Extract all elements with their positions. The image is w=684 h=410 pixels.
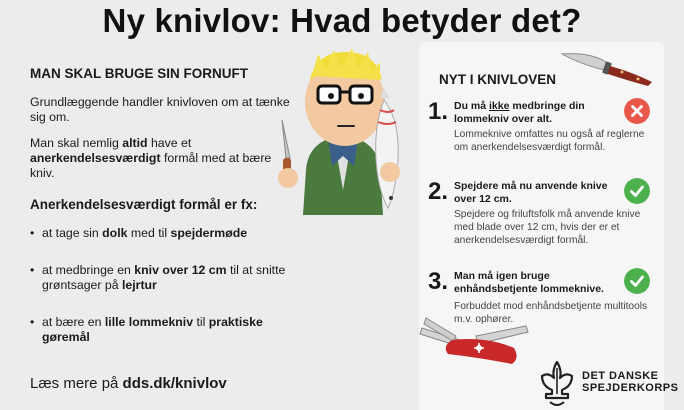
- item-title: Du må ikke medbringe din lommekniv over alt.: [454, 100, 585, 125]
- left-column: [30, 66, 300, 367]
- check-icon: [624, 268, 650, 294]
- item-body: Spejdere og friluftsfolk må anvende knive med blade over 12 cm, hvis der er et anerkendelsesværdigt formål.: [454, 209, 641, 246]
- example-item: • at medbringe en kniv over 12 cm til at snitte grøntsager på lejrtur: [30, 263, 302, 293]
- read-more-link[interactable]: dds.dk/knivlov: [122, 375, 227, 392]
- item-title: Man må igen bruge enhåndsbetjente lommeknive.: [454, 270, 604, 295]
- news-heading: NYT I KNIVLOVEN: [439, 72, 557, 87]
- intro-paragraph: Grundlæggende handler knivloven om at tænke sig om.: [30, 95, 290, 124]
- page-title: Ny knivlov: Hvad betyder det?: [102, 2, 582, 39]
- scout-logo-icon: [538, 360, 576, 410]
- item-number: 2.: [428, 178, 449, 205]
- item-body: Forbuddet mod enhåndsbetjente multitools m.v. ophører.: [454, 301, 648, 325]
- item-number: 1.: [428, 98, 449, 125]
- item-title: Spejdere må nu anvende knive over 12 cm.: [454, 180, 608, 205]
- purpose-paragraph: Man skal nemlig altid have et anerkendelsesværdigt formål med at bære kniv.: [30, 136, 272, 180]
- read-more: Læs mere på dds.dk/knivlov: [30, 375, 227, 392]
- left-heading: MAN SKAL BRUGE SIN FORNUFT: [30, 66, 248, 81]
- multitool-icon: [416, 314, 534, 374]
- item-number: 3.: [428, 268, 449, 295]
- examples-heading: Anerkendelsesværdigt formål er fx:: [30, 197, 258, 212]
- example-item: • at bære en lille lommekniv til praktiske gøremål: [30, 315, 302, 345]
- example-item: • at tage sin dolk med til spejdermøde: [30, 226, 302, 241]
- cross-icon: [624, 98, 650, 124]
- logo-text: DET DANSKE SPEJDERKORPS: [582, 370, 679, 394]
- scout-illustration: [268, 40, 418, 215]
- item-body: Lommeknive omfattes nu også af reglerne om anerkendelsesværdigt formål.: [454, 129, 645, 153]
- check-icon: [624, 178, 650, 204]
- knife-icon: [560, 48, 656, 88]
